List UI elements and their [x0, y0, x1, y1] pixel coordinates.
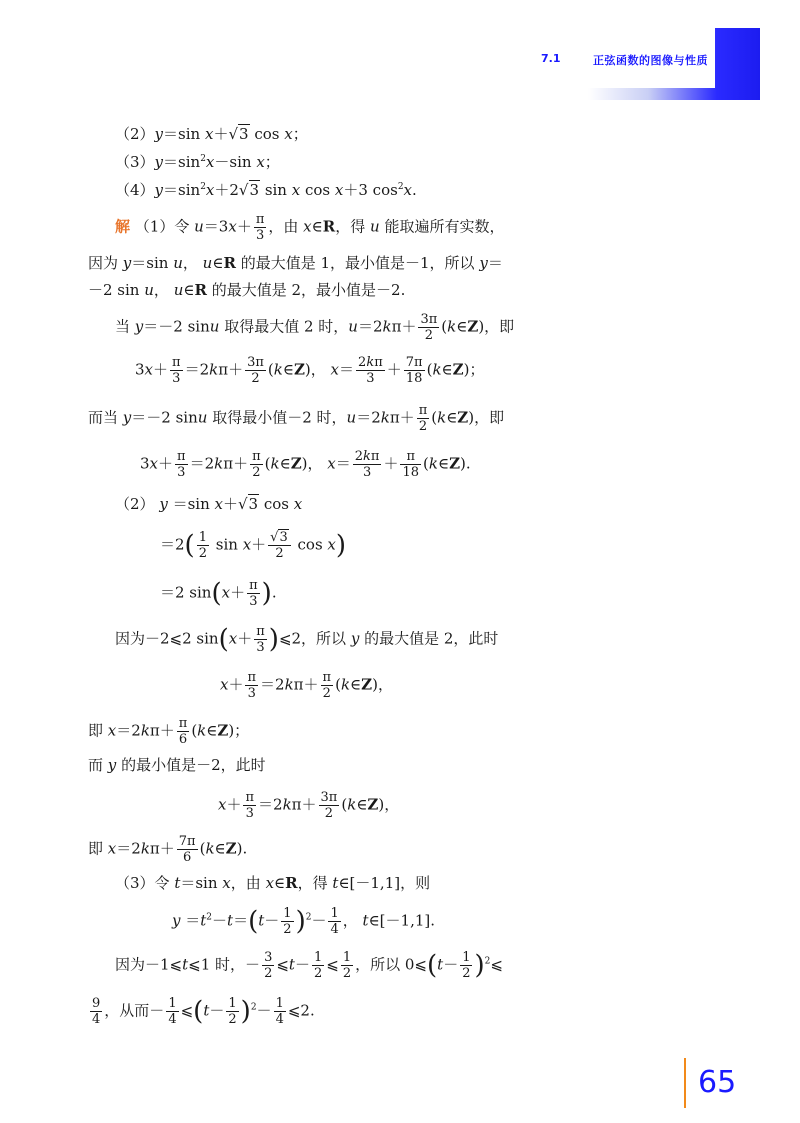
text-fragment: 的最大值是 2，最小值是－2.	[211, 281, 406, 299]
text-fragment: 因为－2⩽2 sin	[115, 629, 219, 648]
solution-2-line-1: （2） y ＝sin x＋√3 cos x	[115, 495, 303, 513]
page-number-divider	[684, 1058, 686, 1108]
solution-3-line-1: （3）令 t＝sin x，由 x∈R，得 t∈[－1,1]，则	[115, 874, 431, 892]
problem-4: $(4)y=\sin^2x+2√3$ sin x cos x＋3 $\cos^2x$.	[115, 181, 417, 199]
solution-1-line-3: －2 sin u， u∈R 的最大值是 2，最小值是－2.	[88, 281, 406, 299]
solution-1-line-5: 而当 y＝－2 sinu 取得最小值－2 时，u＝2kπ＋ $\frac{\pi}{2}$ (k∈Z)，即	[88, 403, 505, 434]
text-fragment: ，由	[230, 874, 261, 892]
section-number: 7.1	[541, 52, 561, 65]
text-fragment: 即	[88, 839, 104, 858]
solution-2-line-6: 而 y 的最小值是－2，此时	[88, 756, 266, 774]
text-fragment: ，得	[335, 217, 366, 236]
text-fragment: 取得最小值－2 时，	[212, 408, 347, 427]
text-fragment: 因为	[88, 254, 119, 272]
page-number: 65	[698, 1065, 737, 1100]
text-fragment: 而	[88, 756, 104, 774]
text-fragment: （1）令	[134, 217, 190, 236]
solution-label: 解	[115, 217, 131, 236]
text-fragment: ⩽1 时，	[188, 955, 246, 974]
solution-3-equation: $y =t^2-t=(t-$ $\frac{1}{2}$ )$^2$－ $\frac{1}{4}$ ， t∈[－1,1].	[172, 906, 436, 937]
text-fragment: 而当	[88, 408, 119, 427]
text-fragment: 能取遍所有实数，	[384, 217, 505, 236]
text-fragment: 的最大值是 1，最小值是－1，所以	[240, 254, 475, 272]
text-fragment: （3）令	[115, 874, 170, 892]
solution-2-line-5: 即 x＝2kπ＋ $\frac{\pi}{6}$ (k∈Z)；	[88, 716, 250, 747]
text-fragment: 的最小值是－2，此时	[121, 756, 266, 774]
text-fragment: ，即	[484, 317, 515, 336]
solution-3-line-3: $\frac{9}{4}$ ，从而－ $\frac{1}{4}$ ⩽(t－ $\frac{1}{2}$ )$^2$－ $\frac{1}{4}$ ⩽2.	[92, 996, 315, 1027]
text-fragment: ，从而	[104, 1001, 150, 1020]
text-fragment: ，得	[297, 874, 328, 892]
solution-1-line-4: 当 y＝－2 sinu 取得最大值 2 时，u＝2kπ＋ $\frac{3\pi}{2}$ (k∈Z)，即	[115, 312, 515, 343]
text-fragment: 因为－1⩽	[115, 955, 183, 974]
problem-3-label: （3）	[115, 153, 155, 171]
text-fragment: ，即	[474, 408, 505, 427]
text-fragment: 当	[115, 317, 131, 336]
solution-2-equation-2: x＋ $\frac{\pi}{3}$ ＝2kπ＋ $\frac{3\pi}{2}$ (k∈Z)，	[218, 790, 400, 821]
problem-3: $(3)y=\sin^2x-\sin$ x；	[115, 153, 280, 171]
text-fragment: ⩽2，所以	[278, 629, 347, 648]
solution-2-equation-1: x＋ $\frac{\pi}{3}$ ＝2kπ＋ $\frac{\pi}{2}$ (k∈Z)，	[220, 670, 393, 701]
solution-1-line-2: 因为 y＝sin u， u∈R 的最大值是 1，最小值是－1，所以 y＝	[88, 254, 503, 272]
text-fragment: 取得最大值 2 时，	[224, 317, 349, 336]
solution-2-line-3: ＝2 sin(x＋ $\frac{\pi}{3}$ ).	[160, 578, 277, 609]
solution-1-equation-1: 3x＋ $\frac{\pi}{3}$ ＝2kπ＋ $\frac{3\pi}{2}$ (k∈Z)， x＝ $\frac{2k\pi}{3}$ ＋ $\frac{7\pi}{18}$ (k∈Z)；	[135, 355, 485, 386]
solution-1-line-1: 解 （1）令 u＝3x＋ $\frac{\pi}{3}$ ，由 x∈R，得 u 能取遍所有实数，	[115, 212, 505, 243]
text-fragment: ⩽2.	[287, 1001, 315, 1020]
solution-2-line-7: 即 x＝2kπ＋ $\frac{7\pi}{6}$ (k∈Z).	[88, 834, 248, 865]
solution-1-equation-2: 3x＋ $\frac{\pi}{3}$ ＝2kπ＋ $\frac{\pi}{2}$ (k∈Z)， x＝ $\frac{2k\pi}{3}$ ＋ $\frac{\pi}{18}$ (k∈Z).	[140, 449, 471, 480]
text-fragment: 的最大值是 2，此时	[364, 629, 499, 648]
section-title: 正弦函数的图像与性质	[593, 54, 708, 67]
text-fragment: ，所以 0⩽	[355, 955, 427, 974]
problem-2: （2）y＝sin x＋√3 cos x；	[115, 125, 308, 143]
solution-2-line-4: 因为－2⩽2 sin(x＋ $\frac{\pi}{3}$ )⩽2，所以 y 的最大值是 2，此时	[115, 624, 499, 655]
problem-4-label: （4）	[115, 181, 155, 199]
solution-3-line-2: 因为－1⩽t⩽1 时，－ $\frac{3}{2}$ ⩽t－ $\frac{1}{2}$ ⩽ $\frac{1}{2}$ ，所以 0⩽(t－ $\frac{1}{2}$ )$^2$⩽	[115, 950, 503, 981]
text-fragment: 即	[88, 721, 104, 740]
solution-2-line-2: ＝2( $\frac{1}{2}$ sin x＋ $\frac{√3}{2}$ cos x)	[160, 530, 347, 561]
problem-2-label: （2）	[115, 125, 155, 143]
text-fragment: （2）	[115, 495, 155, 513]
text-fragment: ，则	[400, 874, 431, 892]
text-fragment: ，由	[268, 217, 299, 236]
